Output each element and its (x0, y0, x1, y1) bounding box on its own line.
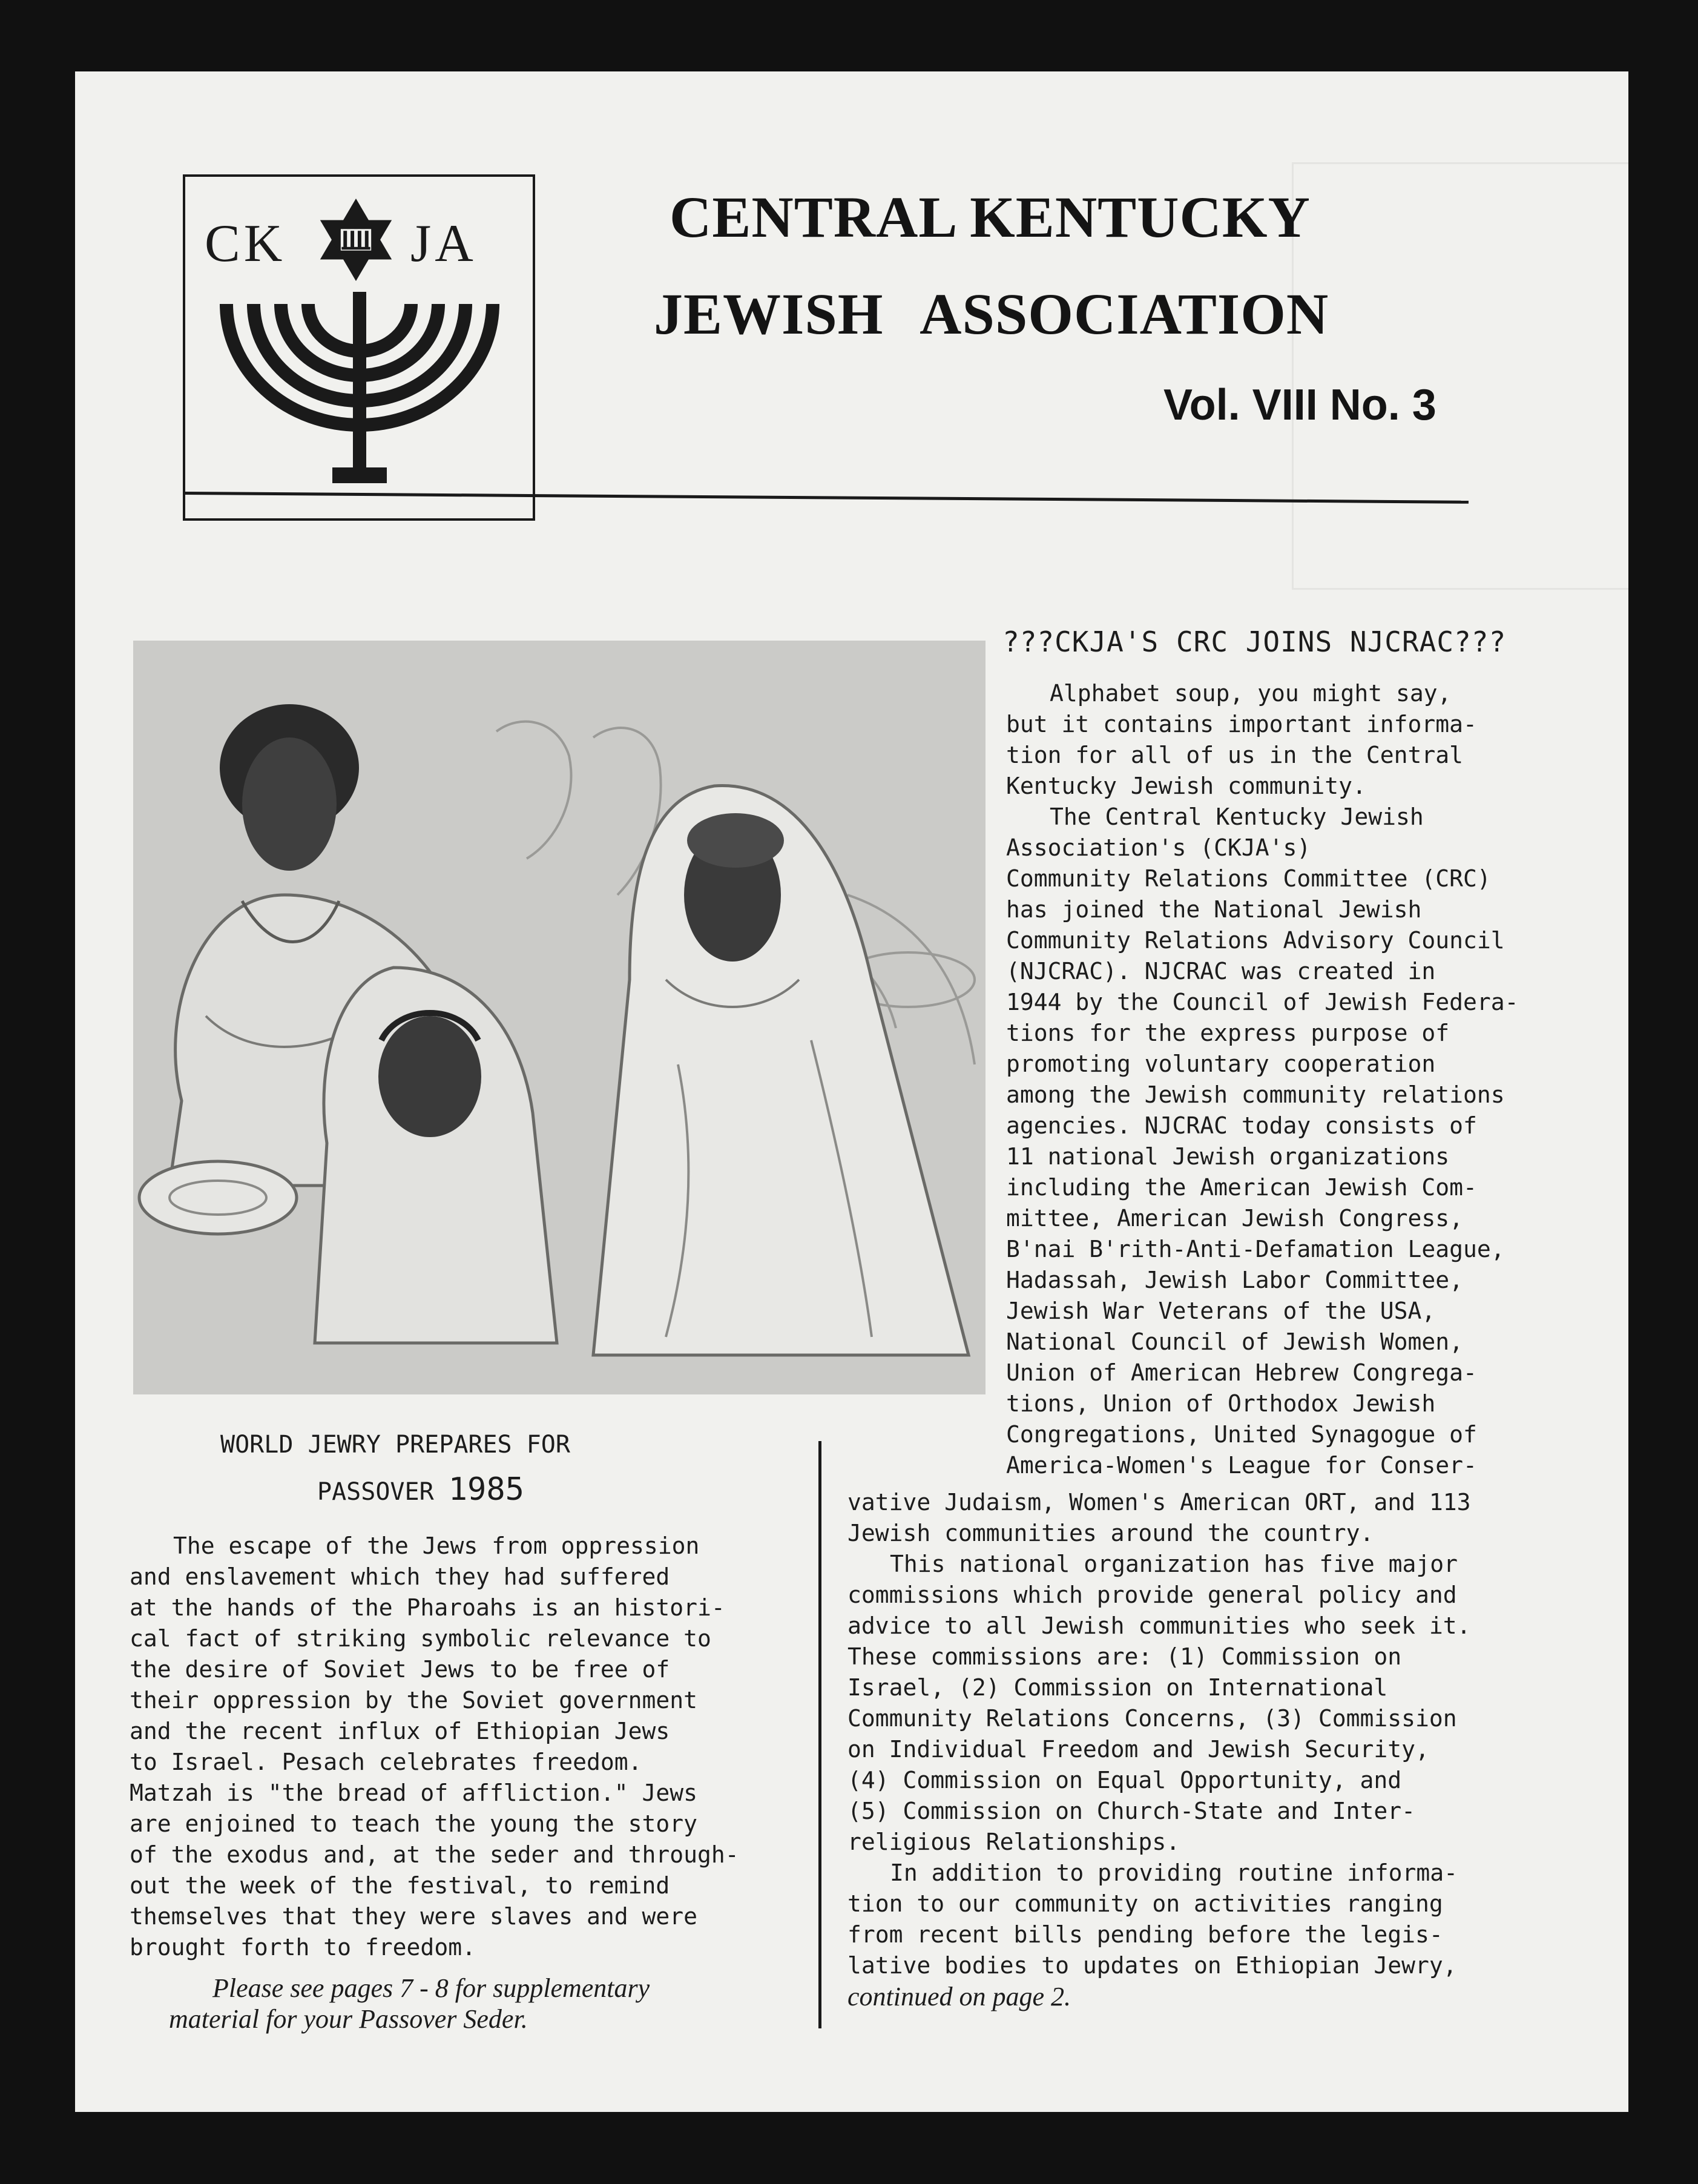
body-line: Association's (CKJA's) (1006, 834, 1311, 861)
heading-prefix: PASSOVER (317, 1478, 449, 1506)
crc-article-wide-column (847, 1487, 1610, 2012)
heading-year: 1985 (448, 1471, 524, 1508)
body-line: themselves that they were slaves and were (130, 1903, 697, 1930)
body-line: Community Relations Concerns, (3) Commission (847, 1705, 1457, 1732)
body-line: advice to all Jewish communities who seek it. (847, 1612, 1471, 1639)
body-line: Hadassah, Jewish Labor Committee, (1006, 1267, 1463, 1293)
body-line: National Council of Jewish Women, (1006, 1328, 1463, 1355)
body-line: In addition to providing routine informa- (890, 1859, 1458, 1886)
masthead-title-line-2: JEWISH ASSOCIATION (654, 282, 1329, 346)
body-line: promoting voluntary cooperation (1006, 1051, 1436, 1077)
body-line: commissions which provide general policy and (847, 1582, 1457, 1608)
body-line: (4) Commission on Equal Opportunity, and (847, 1767, 1402, 1793)
body-line: vative Judaism, Women's American ORT, and 113 (847, 1489, 1471, 1516)
body-line: agencies. NJCRAC today consists of (1006, 1112, 1477, 1139)
body-line: of the exodus and, at the seder and through- (130, 1841, 739, 1868)
body-line: at the hands of the Pharoahs is an histori- (130, 1594, 725, 1621)
body-line: on Individual Freedom and Jewish Security, (847, 1736, 1429, 1763)
body-line: brought forth to freedom. (130, 1934, 476, 1961)
body-line: to Israel. Pesach celebrates freedom. (130, 1749, 642, 1775)
article-heading-line-1: WORLD JEWRY PREPARES FOR (220, 1431, 570, 1459)
note-line: Please see pages 7 - 8 for supplementary (212, 1973, 650, 2003)
article-heading-line-2 (317, 1471, 524, 1508)
body-line: Kentucky Jewish community. (1006, 773, 1366, 799)
body-line: and the recent influx of Ethiopian Jews (130, 1718, 670, 1744)
logo-letters-right: JA (410, 214, 477, 273)
body-line: lative bodies to updates on Ethiopian Jewry, (847, 1952, 1457, 1979)
body-line: This national organization has five major (890, 1551, 1458, 1577)
crc-article-heading: ???CKJA'S CRC JOINS NJCRAC??? (1002, 625, 1507, 658)
body-line: tion for all of us in the Central (1006, 742, 1463, 768)
body-line: their oppression by the Soviet government (130, 1687, 697, 1714)
body-line: Matzah is "the bread of affliction." Jews (130, 1780, 697, 1806)
ckja-logo (183, 174, 535, 521)
body-line: America-Women's League for Conser- (1006, 1452, 1477, 1479)
crc-article-column (1006, 678, 1581, 1481)
body-line: tions, Union of Orthodox Jewish (1006, 1390, 1436, 1417)
body-line: the desire of Soviet Jews to be free of (130, 1656, 670, 1683)
column-divider (818, 1441, 821, 2028)
body-line: religious Relationships. (847, 1829, 1180, 1855)
body-line: These commissions are: (1) Commission on (847, 1643, 1402, 1670)
passover-article-body (130, 1531, 808, 1963)
masthead-title-line-1: CENTRAL KENTUCKY (670, 185, 1311, 249)
body-line: Union of American Hebrew Congrega- (1006, 1359, 1477, 1386)
body-line: 1944 by the Council of Jewish Federa- (1006, 989, 1519, 1015)
body-line: Israel, (2) Commission on International (847, 1674, 1388, 1701)
body-line: (5) Commission on Church-State and Inter- (847, 1798, 1415, 1824)
body-line: and enslavement which they had suffered (130, 1563, 670, 1590)
continued-note: continued on page 2. (847, 1982, 1071, 2011)
newsletter-page (75, 71, 1628, 2112)
body-line: The escape of the Jews from oppression (173, 1532, 700, 1559)
body-line: tion to our community on activities ranging (847, 1890, 1443, 1917)
body-line: are enjoined to teach the young the story (130, 1810, 697, 1837)
body-line: mittee, American Jewish Congress, (1006, 1205, 1463, 1232)
body-line: out the week of the festival, to remind (130, 1872, 670, 1899)
passover-illustration (133, 641, 986, 1394)
body-line: 11 national Jewish organizations (1006, 1143, 1450, 1170)
body-line: Alphabet soup, you might say, (1050, 680, 1452, 707)
star-of-david-icon (311, 195, 401, 285)
body-line: from recent bills pending before the legis- (847, 1921, 1443, 1948)
menorah-icon (208, 292, 511, 504)
issue-number: Vol. VIII No. 3 (1163, 381, 1436, 429)
body-line: cal fact of striking symbolic relevance to (130, 1625, 711, 1652)
body-line: B'nai B'rith-Anti-Defamation League, (1006, 1236, 1505, 1262)
body-line: Jewish communities around the country. (847, 1520, 1374, 1546)
bleed-through-mark (1292, 162, 1628, 590)
logo-letters-left: CK (205, 214, 286, 273)
body-line: Community Relations Committee (CRC) (1006, 865, 1491, 892)
body-line: but it contains important informa- (1006, 711, 1477, 737)
body-line: tions for the express purpose of (1006, 1020, 1450, 1046)
body-line: Community Relations Advisory Council (1006, 927, 1505, 954)
body-line: (NJCRAC). NJCRAC was created in (1006, 958, 1436, 985)
body-line: including the American Jewish Com- (1006, 1174, 1477, 1201)
note-line: material for your Passover Seder. (169, 2004, 528, 2034)
body-line: among the Jewish community relations (1006, 1081, 1505, 1108)
body-line: The Central Kentucky Jewish (1050, 803, 1424, 830)
body-line: Congregations, United Synagogue of (1006, 1421, 1477, 1448)
supplementary-note (169, 1973, 805, 2034)
body-line: Jewish War Veterans of the USA, (1006, 1298, 1436, 1324)
body-line: has joined the National Jewish (1006, 896, 1422, 923)
